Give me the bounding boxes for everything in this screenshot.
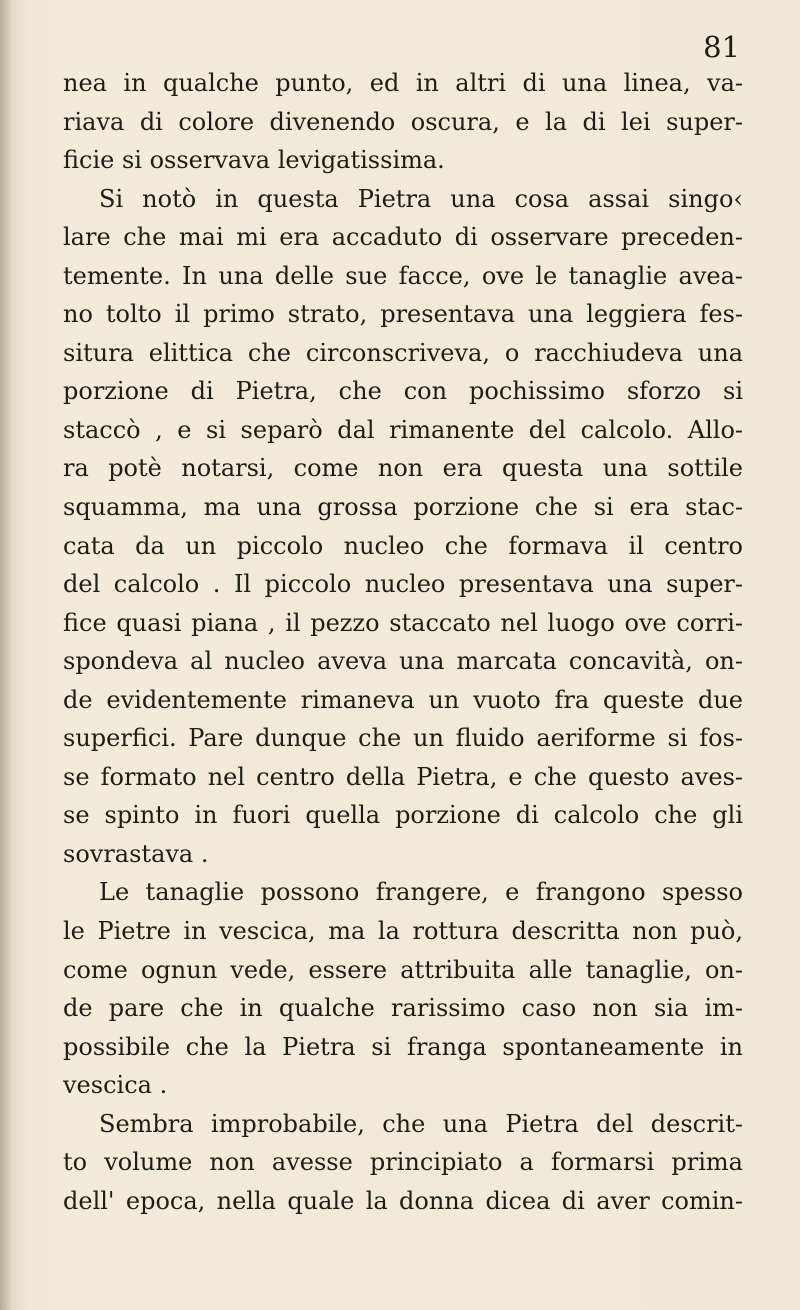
text-line: Le tanaglie possono frangere, e frangono spesso [99,878,743,907]
text-line: porzione di Pietra, che con pochissimo sforzo si [63,377,743,406]
text-line: riava di colore divenendo oscura, e la di lei super- [63,107,743,136]
text-line: fice quasi piana , il pezzo staccato nel luogo ove corri- [63,608,743,637]
text-line: ficie si osservava levigatissima. [63,146,445,175]
text-line: sovrastava . [63,839,209,868]
text-line: to volume non avesse principiato a formarsi prima [63,1148,743,1177]
text-line: possibile che la Pietra si franga spontaneamente in [63,1032,743,1061]
text-line: superfici. Pare dunque che un fluido aeriforme si fos- [63,724,743,753]
text-line: le Pietre in vescica, ma la rottura descritta non può, [63,917,743,946]
body-text [63,64,743,1220]
text-line: ra potè notarsi, come non era questa una sottile [63,454,743,483]
text-line: del calcolo . Il piccolo nucleo presentava una super- [63,570,743,599]
text-line: Sembra improbabile, che una Pietra del descrit- [99,1109,743,1138]
text-line: dell' epoca, nella quale la donna dicea di aver comin- [63,1186,743,1215]
text-line: staccò , e si separò dal rimanente del calcolo. Allo- [63,415,743,444]
text-line: de pare che in qualche rarissimo caso non sia im- [63,994,743,1023]
page-number: 81 [703,30,740,64]
text-line: no tolto il primo strato, presentava una leggiera fes- [63,300,743,329]
text-line: vescica . [63,1071,168,1100]
text-line: se formato nel centro della Pietra, e che questo aves- [63,762,743,791]
binding-shadow [0,0,12,1310]
text-line: situra elittica che circonscriveva, o racchiudeva una [63,338,743,367]
text-line: nea in qualche punto, ed in altri di una linea, va- [63,69,743,97]
text-line: squamma, ma una grossa porzione che si era stac- [63,493,743,522]
text-line: come ognun vede, essere attribuita alle tanaglie, on- [63,955,743,984]
text-line: Si notò in questa Pietra una cosa assai singo‹ [99,184,743,213]
text-line: spondeva al nucleo aveva una marcata concavità, on- [63,647,743,676]
text-line: temente. In una delle sue facce, ove le tanaglie avea- [63,261,743,290]
text-line: lare che mai mi era accaduto di osservare preceden- [63,223,743,252]
text-line: se spinto in fuori quella porzione di calcolo che gli [63,801,743,830]
text-line: de evidentemente rimaneva un vuoto fra queste due [63,685,743,714]
text-line: cata da un piccolo nucleo che formava il centro [63,531,743,560]
